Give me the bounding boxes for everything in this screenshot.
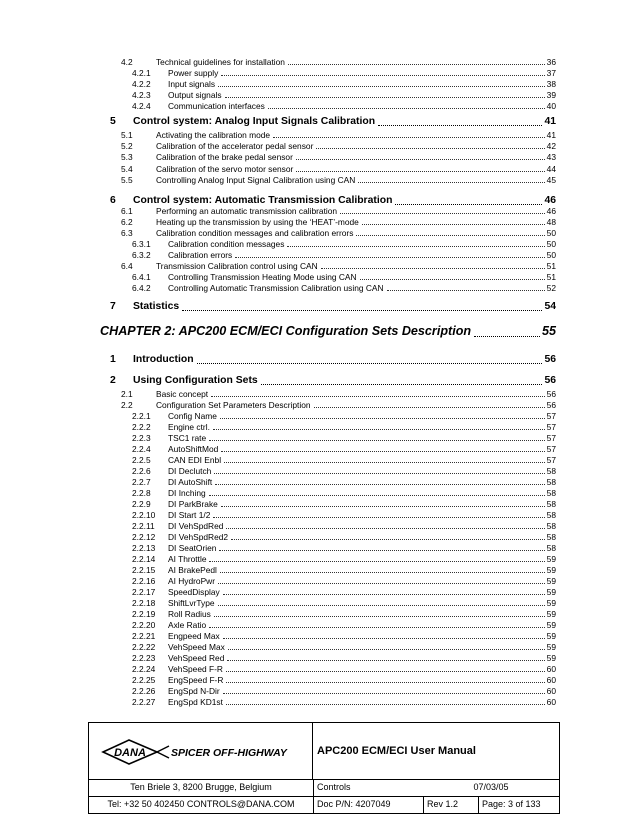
toc-entry[interactable] [132,685,556,696]
toc-leader-dots [209,561,544,562]
toc-entry[interactable] [132,641,556,652]
toc-entry-page: 59 [546,554,556,564]
document-footer [88,722,560,814]
toc-entry-title: CAN EDI Enbl [168,455,222,465]
toc-entry[interactable] [132,597,556,608]
footer-row-address [89,779,559,796]
toc-entry-page: 59 [546,631,556,641]
toc-entry-title: DI Declutch [168,466,212,476]
toc-entry[interactable] [132,652,556,663]
toc-leader-dots [215,484,544,485]
toc-entry-page: 46 [546,206,556,216]
toc-leader-dots [218,86,545,87]
toc-leader-dots [213,429,545,430]
toc-entry-number: 2.1 [121,389,133,399]
toc-entry-page: 56 [546,400,556,410]
toc-entry-title: Controlling Transmission Heating Mode using CAN [168,272,357,282]
toc-entry[interactable] [132,443,556,454]
toc-entry-number: 2.2.3 [132,433,151,443]
toc-entry[interactable] [121,151,556,162]
toc-entry-number: 5.2 [121,141,133,151]
toc-entry-number: 2.2.21 [132,631,156,641]
toc-leader-dots [221,451,544,452]
toc-entry-number: 2.2.7 [132,477,151,487]
toc-entry-number: 2.2.23 [132,653,156,663]
toc-entry-title: Control system: Automatic Transmission Calibration [133,195,393,206]
toc-entry-page: 58 [546,543,556,553]
toc-entry-number: 2.2.22 [132,642,156,652]
toc-entry-number: 2.2.17 [132,587,156,597]
toc-entry-number: 5.4 [121,164,133,174]
toc-leader-dots [287,246,544,247]
toc-leader-dots [268,108,545,109]
toc-entry-title: Activating the calibration mode [156,130,271,140]
toc-entry-title: Basic concept [156,389,209,399]
toc-leader-dots [340,213,545,214]
toc-entry-number: 6.4 [121,261,133,271]
toc-leader-dots [314,407,545,408]
toc-entry-number: 4.2.2 [132,79,151,89]
toc-entry-page: 57 [546,455,556,465]
toc-entry-title: VehSpeed Red [168,653,225,663]
toc-entry[interactable] [121,174,556,185]
toc-leader-dots [223,693,545,694]
toc-entry[interactable] [132,696,556,707]
toc-entry-page: 37 [546,68,556,78]
toc-leader-dots [214,473,544,474]
toc-leader-dots [214,616,545,617]
toc-entry[interactable] [121,399,556,410]
toc-entry[interactable] [121,388,556,399]
toc-entry-title: Configuration Set Parameters Description [156,400,311,410]
toc-entry-page: 57 [546,411,556,421]
toc-entry-page: 58 [546,466,556,476]
toc-entry-title: AutoShiftMod [168,444,219,454]
toc-entry[interactable] [121,140,556,151]
toc-entry-page: 59 [546,565,556,575]
toc-entry-title: EngSpd KD1st [168,697,223,707]
date: 07/03/05 [473,782,509,792]
toc-entry-title: TSC1 rate [168,433,207,443]
toc-entry-title: CHAPTER 2: APC200 ECM/ECI Configuration Sets Description [100,324,472,338]
toc-leader-dots [356,235,544,236]
toc-entry-number: 6.3.2 [132,250,151,260]
toc-entry-number: 7 [110,301,116,312]
toc-entry-number: 2 [110,375,116,386]
toc-entry-page: 55 [541,324,556,338]
dana-logo [99,735,303,769]
toc-entry-number: 2.2.20 [132,620,156,630]
toc-entry-page: 56 [544,375,556,386]
toc-entry-title: DI VehSpdRed [168,521,224,531]
toc-entry[interactable] [132,454,556,465]
toc-entry-number: 4.2.3 [132,90,151,100]
toc-leader-dots [221,506,545,507]
toc-leader-dots [219,550,544,551]
toc-entry-page: 58 [546,477,556,487]
toc-entry[interactable] [132,608,556,619]
toc-entry-page: 51 [546,261,556,271]
toc-entry-number: 6.4.1 [132,272,151,282]
toc-entry-page: 41 [544,116,556,127]
toc-entry-number: 6.4.2 [132,283,151,293]
toc-entry[interactable] [132,663,556,674]
toc-entry-page: 60 [546,675,556,685]
toc-entry-page: 46 [544,195,556,206]
toc-entry[interactable] [132,498,556,509]
toc-leader-dots [209,495,545,496]
toc-entry-title: Output signals [168,90,222,100]
toc-leader-dots [224,462,545,463]
toc-entry-title: Controlling Automatic Transmission Calibration using CAN [168,283,384,293]
toc-leader-dots [209,627,545,628]
toc-entry[interactable] [132,271,556,282]
manual-title: APC200 ECM/ECI User Manual [317,745,476,757]
toc-entry-title: Config Name [168,411,217,421]
toc-entry[interactable] [132,238,556,249]
toc-entry-number: 2.2.10 [132,510,156,520]
toc-entry-number: 5.5 [121,175,133,185]
toc-entry-page: 50 [546,250,556,260]
toc-entry-number: 6.1 [121,206,133,216]
toc-leader-dots [225,97,545,98]
revision: Rev 1.2 [423,797,478,813]
toc-entry[interactable] [110,299,556,313]
toc-leader-dots [211,396,545,397]
toc-entry-page: 59 [546,587,556,597]
toc-entry-title: AI HydroPwr [168,576,216,586]
toc-entry-number: 2.2.16 [132,576,156,586]
toc-entry-page: 59 [546,609,556,619]
address: Ten Briele 3, 8200 Brugge, Belgium [130,782,272,792]
department: Controls [313,780,423,796]
toc-entry-title: DI VehSpdRed2 [168,532,229,542]
toc-entry[interactable] [110,373,556,387]
toc-entry-title: EngSpd N-Dir [168,686,220,696]
toc-entry[interactable] [121,56,556,67]
toc-entry-title: Calibration condition messages [168,239,285,249]
toc-entry-page: 43 [546,152,556,162]
toc-leader-dots [378,125,542,126]
toc-entry-page: 54 [544,301,556,312]
doc-part-number: Doc P/N: 4207049 [313,797,423,813]
toc-entry[interactable] [132,575,556,586]
toc-leader-dots [362,224,545,225]
toc-entry-title: Heating up the transmission by using the ‘HEAT’-mode [156,217,359,227]
toc-entry-number: 5.3 [121,152,133,162]
toc-entry-number: 2.2.13 [132,543,156,553]
toc-entry-page: 51 [546,272,556,282]
toc-entry-number: 2.2.26 [132,686,156,696]
toc-entry-title: Calibration errors [168,250,233,260]
toc-entry[interactable] [132,586,556,597]
toc-entry-number: 2.2.15 [132,565,156,575]
toc-entry-page: 36 [546,57,556,67]
toc-entry-number: 2.2.9 [132,499,151,509]
toc-entry-page: 40 [546,101,556,111]
toc-entry-page: 59 [546,642,556,652]
toc-leader-dots [197,363,543,364]
toc-entry-page: 39 [546,90,556,100]
toc-entry-page: 44 [546,164,556,174]
toc-entry-title: Roll Radius [168,609,211,619]
toc-entry[interactable] [121,129,556,140]
toc-entry[interactable] [132,476,556,487]
toc-entry[interactable] [121,260,556,271]
toc-leader-dots [321,268,545,269]
toc-leader-dots [227,660,544,661]
toc-entry-title: EngSpeed F-R [168,675,224,685]
toc-entry-page: 58 [546,521,556,531]
toc-entry-title: Power supply [168,68,219,78]
toc-entry[interactable] [132,553,556,564]
toc-entry[interactable] [132,249,556,260]
toc-entry-number: 2.2.6 [132,466,151,476]
toc-entry-title: Calibration of the brake pedal sensor [156,152,293,162]
toc-entry[interactable] [132,421,556,432]
toc-entry-title: DI AutoShift [168,477,213,487]
toc-entry[interactable] [121,216,556,227]
toc-entry[interactable] [132,674,556,685]
toc-entry-number: 4.2.4 [132,101,151,111]
toc-entry-title: VehSpeed F-R [168,664,223,674]
toc-entry-title: DI SeatOrien [168,543,217,553]
toc-entry-page: 57 [546,422,556,432]
toc-entry[interactable] [132,410,556,421]
toc-leader-dots [288,64,545,65]
toc-entry-title: Performing an automatic transmission calibration [156,206,338,216]
toc-leader-dots [296,171,544,172]
toc-entry-page: 42 [546,141,556,151]
toc-leader-dots [213,517,544,518]
toc-leader-dots [220,418,545,419]
toc-entry-page: 52 [546,283,556,293]
toc-entry-page: 60 [546,686,556,696]
toc-entry-number: 2.2.1 [132,411,151,421]
toc-entry-title: Axle Ratio [168,620,207,630]
toc-entry-page: 56 [546,389,556,399]
toc-entry-page: 60 [546,664,556,674]
toc-leader-dots [209,440,545,441]
toc-leader-dots [220,572,545,573]
toc-entry-number: 2.2.25 [132,675,156,685]
toc-leader-dots [223,594,545,595]
logo-dana-text: DANA [114,747,146,759]
toc-entry-title: Statistics [133,301,180,312]
toc-entry[interactable] [132,531,556,542]
toc-entry-number: 4.2.1 [132,68,151,78]
toc-entry-page: 58 [546,488,556,498]
toc-entry-number: 2.2.11 [132,521,155,531]
toc-entry[interactable] [132,619,556,630]
toc-leader-dots [218,605,545,606]
toc-entry-page: 58 [546,499,556,509]
toc-entry-number: 2.2.4 [132,444,151,454]
toc-entry-title: DI Inching [168,488,206,498]
toc-leader-dots [226,671,545,672]
toc-entry-title: Introduction [133,354,194,365]
toc-leader-dots [226,528,544,529]
toc-leader-dots [226,704,545,705]
toc-entry-page: 58 [546,532,556,542]
toc-entry-page: 59 [546,620,556,630]
toc-leader-dots [235,257,544,258]
toc-entry[interactable] [121,227,556,238]
toc-entry-page: 38 [546,79,556,89]
toc-entry-page: 50 [546,228,556,238]
toc-entry-number: 2.2.19 [132,609,156,619]
logo-cell [89,723,313,779]
toc-entry-title: Input signals [168,79,216,89]
toc-entry[interactable] [132,67,556,78]
toc-leader-dots [228,649,545,650]
toc-entry[interactable] [132,564,556,575]
toc-entry-title: ShiftLvrType [168,598,215,608]
toc-entry-title: Engpeed Max [168,631,220,641]
toc-entry[interactable] [110,352,556,366]
toc-entry[interactable] [132,487,556,498]
toc-entry-page: 57 [546,433,556,443]
toc-leader-dots [261,384,543,385]
toc-entry-number: 2.2.18 [132,598,156,608]
toc-entry-number: 6.3 [121,228,133,238]
toc-entry[interactable] [100,323,556,339]
toc-leader-dots [474,336,540,337]
toc-leader-dots [231,539,545,540]
toc-entry-title: VehSpeed Max [168,642,225,652]
toc-entry-page: 45 [546,175,556,185]
toc-entry-title: Using Configuration Sets [133,375,258,386]
page-number: Page: 3 of 133 [478,797,559,813]
toc-entry-number: 2.2.14 [132,554,156,564]
toc-entry[interactable] [132,465,556,476]
toc-entry-title: AI BrakePedl [168,565,217,575]
toc-entry-number: 2.2.5 [132,455,151,465]
toc-entry[interactable] [132,509,556,520]
toc-entry-title: Controlling Analog Input Signal Calibration using CAN [156,175,356,185]
toc-entry-title: DI ParkBrake [168,499,218,509]
toc-leader-dots [218,583,545,584]
toc-entry-number: 6.2 [121,217,133,227]
toc-entry-page: 48 [546,217,556,227]
toc-entry-title: Calibration condition messages and calibration errors [156,228,354,238]
toc-entry-number: 2.2 [121,400,133,410]
toc-entry-page: 57 [546,444,556,454]
toc-entry-title: Communication interfaces [168,101,265,111]
toc-entry-page: 59 [546,576,556,586]
contact: Tel: +32 50 402450 CONTROLS@DANA.COM [107,799,295,809]
toc-entry[interactable] [121,163,556,174]
toc-entry-number: 6 [110,195,116,206]
toc-entry[interactable] [132,282,556,293]
toc-entry-title: Calibration of the accelerator pedal sensor [156,141,314,151]
toc-entry[interactable] [132,78,556,89]
toc-leader-dots [360,279,545,280]
toc-entry-page: 59 [546,598,556,608]
toc-entry-number: 5 [110,116,116,127]
toc-entry[interactable] [132,542,556,553]
toc-entry-page: 58 [546,510,556,520]
toc-entry-page: 41 [546,130,556,140]
toc-leader-dots [226,682,544,683]
toc-entry-page: 50 [546,239,556,249]
toc-entry[interactable] [110,114,556,128]
toc-entry[interactable] [132,432,556,443]
toc-entry[interactable] [132,520,556,531]
toc-entry-title: Transmission Calibration control using CAN [156,261,318,271]
toc-leader-dots [221,75,544,76]
toc-entry-title: Engine ctrl. [168,422,210,432]
toc-entry-page: 56 [544,354,556,365]
toc-entry-title: Control system: Analog Input Signals Calibration [133,116,376,127]
toc-entry-page: 60 [546,697,556,707]
toc-entry-page: 59 [546,653,556,663]
footer-row-contact [89,796,559,813]
toc-entry-number: 2.2.24 [132,664,156,674]
toc-entry[interactable] [132,630,556,641]
toc-leader-dots [387,290,545,291]
toc-leader-dots [273,137,545,138]
logo-brand-text: SPICER OFF-HIGHWAY [171,747,287,759]
toc-entry-title: DI Start 1/2 [168,510,211,520]
toc-entry-number: 6.3.1 [132,239,151,249]
toc-leader-dots [316,148,544,149]
toc-entry[interactable] [132,100,556,111]
toc-entry-number: 2.2.8 [132,488,151,498]
toc-entry-number: 5.1 [121,130,133,140]
toc-entry-number: 2.2.2 [132,422,151,432]
toc-leader-dots [223,638,545,639]
toc-entry-title: SpeedDisplay [168,587,220,597]
toc-entry-number: 2.2.12 [132,532,156,542]
toc-leader-dots [182,310,542,311]
toc-entry-number: 4.2 [121,57,133,67]
toc-entry[interactable] [132,89,556,100]
toc-leader-dots [358,182,544,183]
toc-entry-number: 2.2.27 [132,697,156,707]
toc-entry-title: Technical guidelines for installation [156,57,285,67]
toc-entry-title: Calibration of the servo motor sensor [156,164,294,174]
toc-entry-title: AI Throttle [168,554,207,564]
toc-entry-number: 1 [110,354,116,365]
toc-leader-dots [296,159,545,160]
